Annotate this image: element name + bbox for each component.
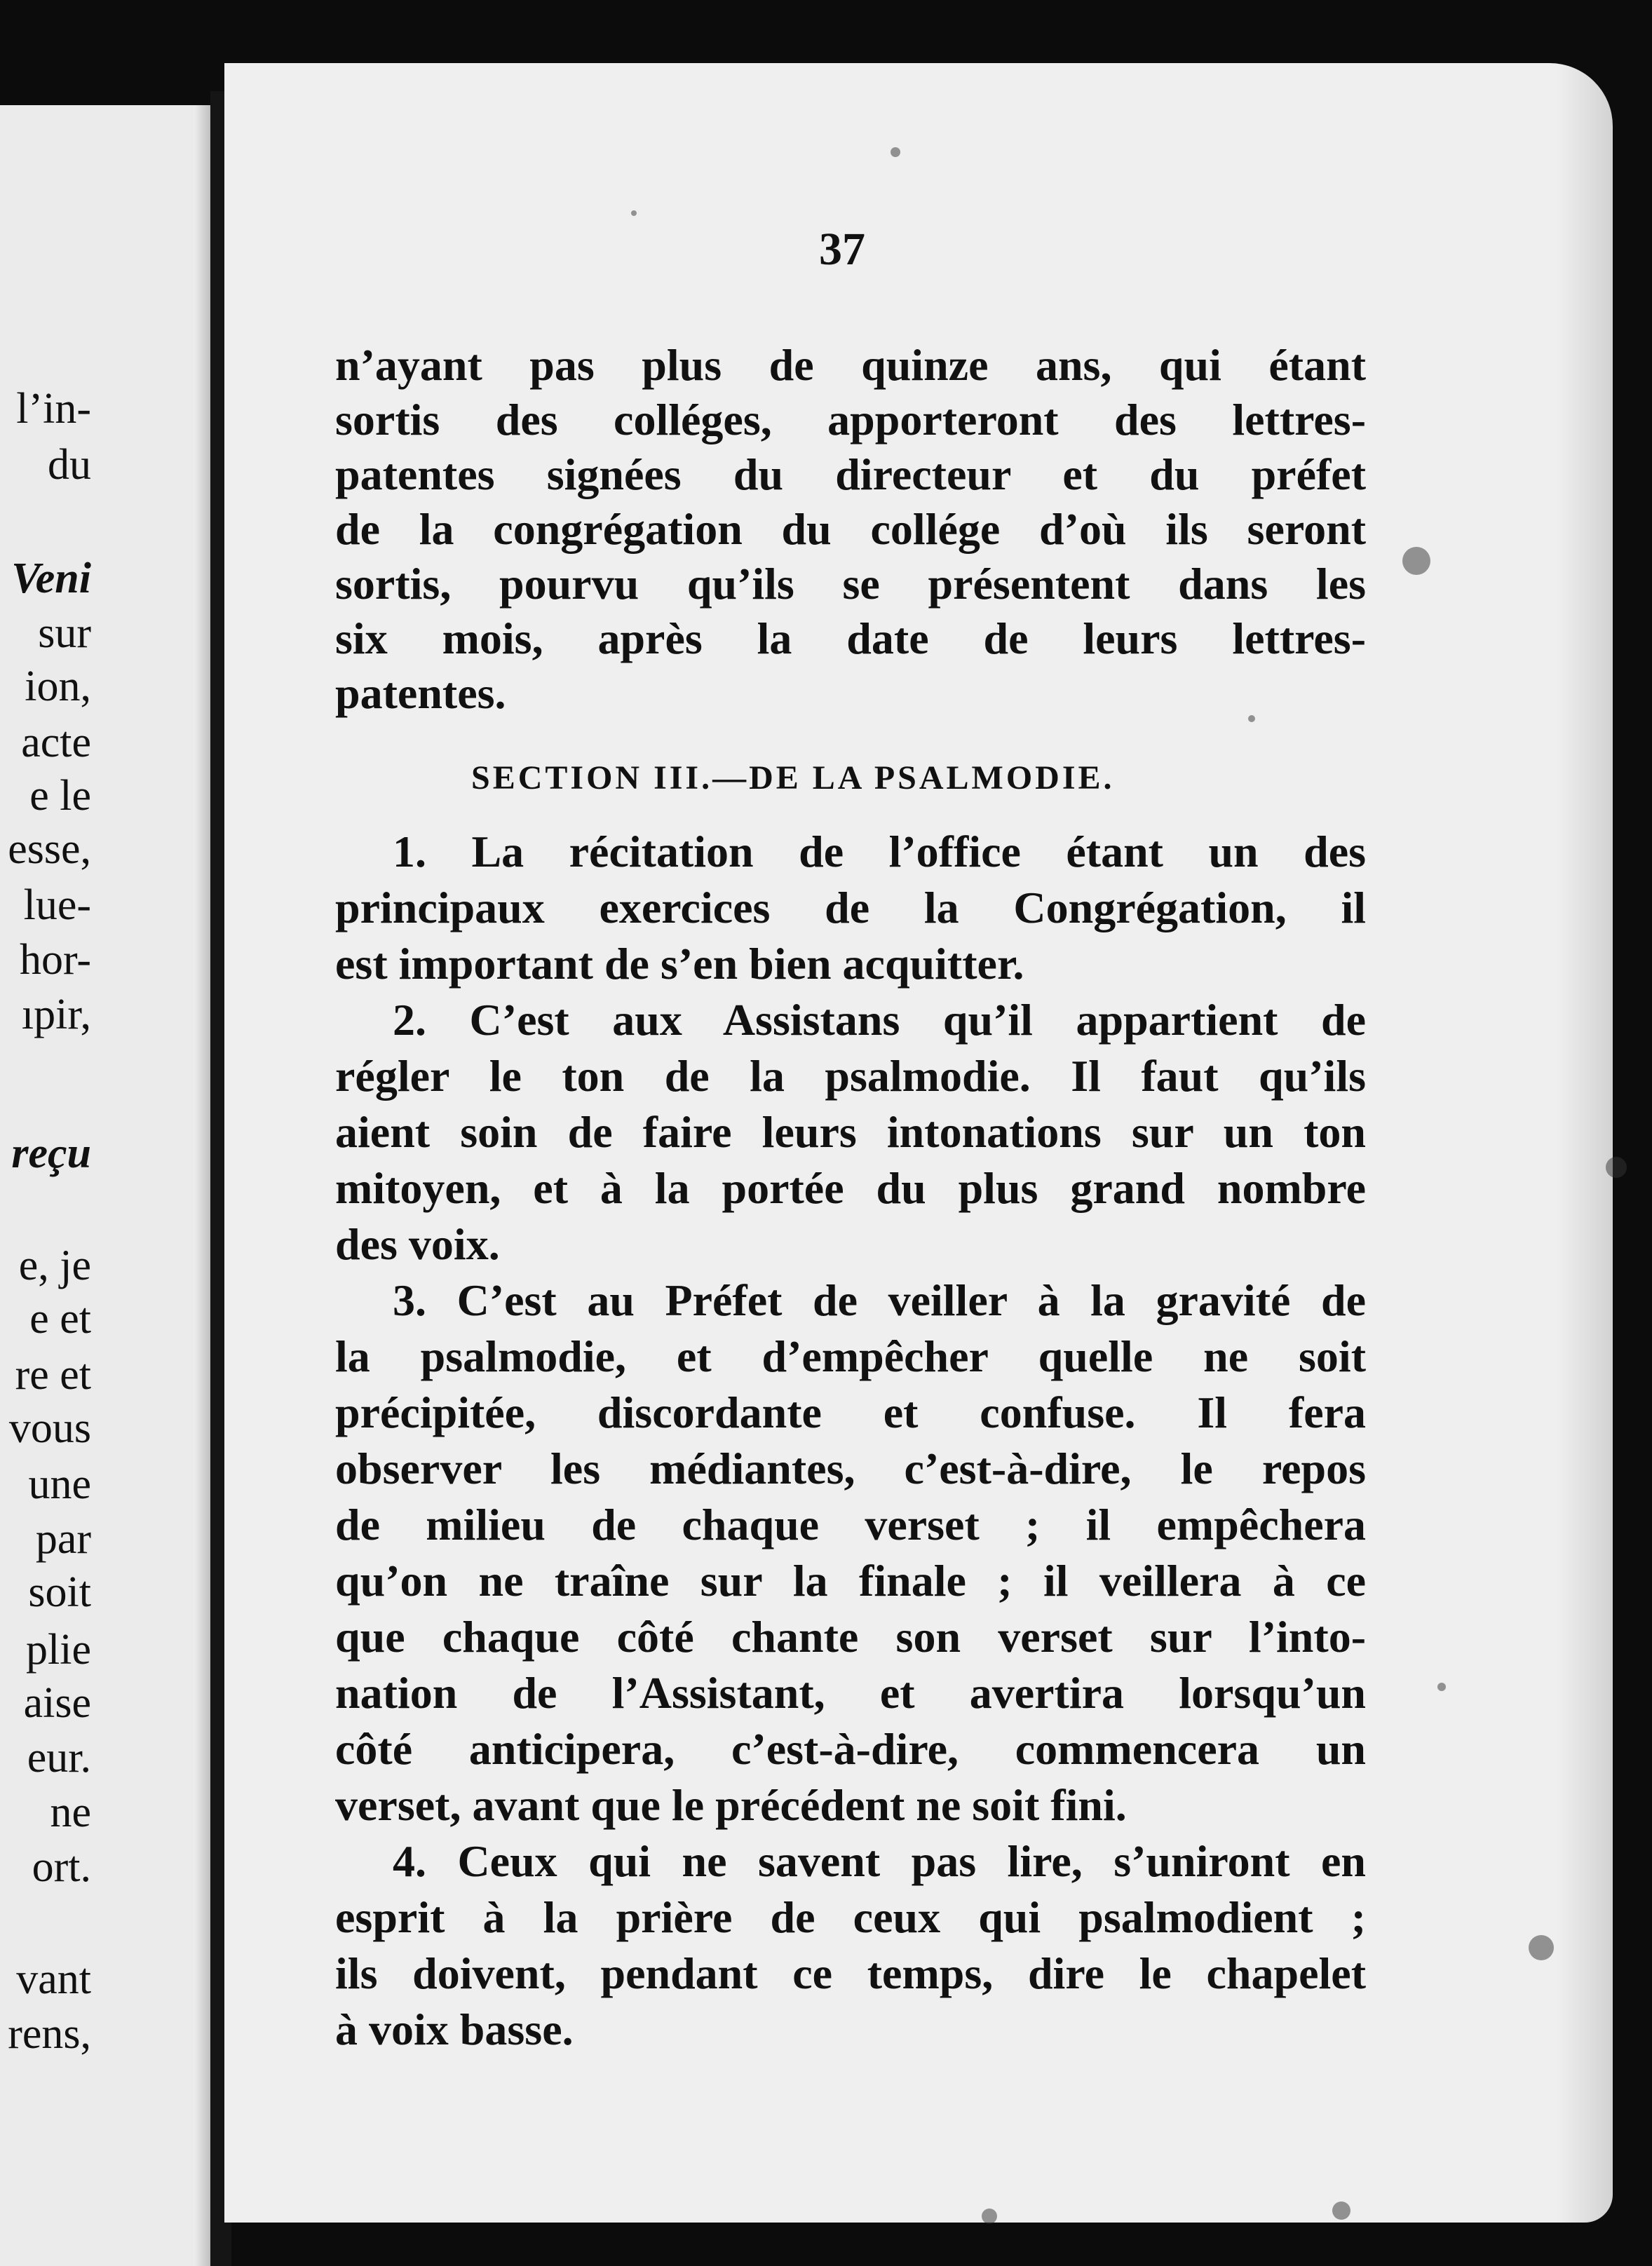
text-line: 1. La récitation de l’office étant un des bbox=[393, 827, 1366, 876]
text-line: sortis, pourvu qu’ils se présentent dans les bbox=[335, 559, 1366, 609]
page-edge-shadow bbox=[1557, 63, 1613, 2223]
left-fragment: sur bbox=[38, 609, 91, 657]
left-fragment: e et bbox=[29, 1295, 91, 1343]
left-fragment: soit bbox=[28, 1568, 91, 1616]
left-fragment: par bbox=[35, 1515, 91, 1563]
left-fragment: ne bbox=[50, 1789, 91, 1836]
text-line: 2. C’est aux Assistans qu’il appartient de bbox=[393, 995, 1366, 1045]
text-line: six mois, après la date de leurs lettres- bbox=[335, 613, 1366, 663]
paper-speck bbox=[1606, 1157, 1627, 1178]
section-heading: SECTION III.—DE LA PSALMODIE. bbox=[471, 759, 1115, 796]
text-line: mitoyen, et à la portée du plus grand nombre bbox=[335, 1163, 1366, 1213]
left-fragment: ion, bbox=[25, 663, 91, 710]
page-number: 37 bbox=[819, 224, 865, 275]
paper-speck bbox=[1529, 1935, 1554, 1960]
left-fragment: lue- bbox=[23, 881, 91, 929]
left-fragment: reçu bbox=[11, 1129, 91, 1177]
text-line: la psalmodie, et d’empêcher quelle ne soit bbox=[335, 1331, 1366, 1381]
text-line: que chaque côté chante son verset sur l’into- bbox=[335, 1612, 1366, 1662]
paper-speck bbox=[1332, 2201, 1350, 2220]
text-line: nation de l’Assistant, et avertira lorsqu’un bbox=[335, 1668, 1366, 1718]
left-fragment: acte bbox=[21, 719, 91, 766]
left-fragment: rens, bbox=[8, 2010, 91, 2058]
paper-speck bbox=[891, 147, 900, 157]
text-line: est important de s’en bien acquitter. bbox=[335, 939, 1024, 989]
text-line: patentes signées du directeur et du préfet bbox=[335, 449, 1366, 499]
paper-speck bbox=[1248, 715, 1255, 722]
text-line: à voix basse. bbox=[335, 2004, 574, 2054]
text-line: verset, avant que le précédent ne soit fini. bbox=[335, 1780, 1127, 1830]
left-fragment: eur. bbox=[27, 1734, 91, 1782]
left-fragment: aise bbox=[23, 1679, 91, 1727]
text-line: de milieu de chaque verset ; il empêchera bbox=[335, 1500, 1366, 1549]
left-fragment: ıpir, bbox=[21, 991, 91, 1038]
text-line: régler le ton de la psalmodie. Il faut qu’ils bbox=[335, 1051, 1366, 1101]
left-fragment: esse, bbox=[8, 825, 91, 873]
left-fragment: vous bbox=[8, 1404, 91, 1452]
text-line: des voix. bbox=[335, 1219, 500, 1269]
text-line: principaux exercices de la Congrégation, il bbox=[335, 883, 1366, 932]
text-line: observer les médiantes, c’est-à-dire, le repos bbox=[335, 1444, 1366, 1493]
left-fragment: l’in- bbox=[16, 385, 91, 433]
left-fragment: du bbox=[48, 441, 91, 489]
left-fragment: plie bbox=[26, 1626, 91, 1674]
text-line: de la congrégation du collége d’où ils seront bbox=[335, 504, 1366, 554]
text-line: ils doivent, pendant ce temps, dire le chapelet bbox=[335, 1948, 1366, 1998]
text-line: aient soin de faire leurs intonations sur un ton bbox=[335, 1107, 1366, 1157]
left-fragment: une bbox=[28, 1460, 91, 1508]
text-line: esprit à la prière de ceux qui psalmodient ; bbox=[335, 1892, 1366, 1942]
text-line: qu’on ne traîne sur la finale ; il veillera à ce bbox=[335, 1556, 1366, 1606]
paper-speck bbox=[982, 2209, 997, 2224]
left-fragment: hor- bbox=[19, 936, 91, 984]
text-line: patentes. bbox=[335, 668, 506, 718]
text-line: côté anticipera, c’est-à-dire, commencera un bbox=[335, 1724, 1366, 1774]
paper-speck bbox=[1402, 547, 1430, 575]
text-line: 3. C’est au Préfet de veiller à la gravité de bbox=[393, 1275, 1366, 1325]
left-fragment: e le bbox=[29, 772, 91, 820]
text-line: 4. Ceux qui ne savent pas lire, s’uniront en bbox=[393, 1836, 1366, 1886]
text-line: sortis des colléges, apporteront des lettres- bbox=[335, 395, 1366, 445]
left-fragment: vant bbox=[16, 1955, 91, 2003]
text-line: précipitée, discordante et confuse. Il fera bbox=[335, 1388, 1366, 1437]
left-fragment: e, je bbox=[18, 1242, 91, 1289]
paper-speck bbox=[631, 210, 637, 216]
left-fragment: re et bbox=[15, 1351, 91, 1399]
paper-speck bbox=[1437, 1683, 1446, 1691]
left-fragment: Veni bbox=[11, 555, 91, 602]
text-line: n’ayant pas plus de quinze ans, qui étant bbox=[335, 340, 1366, 390]
left-fragment: ort. bbox=[32, 1843, 91, 1891]
